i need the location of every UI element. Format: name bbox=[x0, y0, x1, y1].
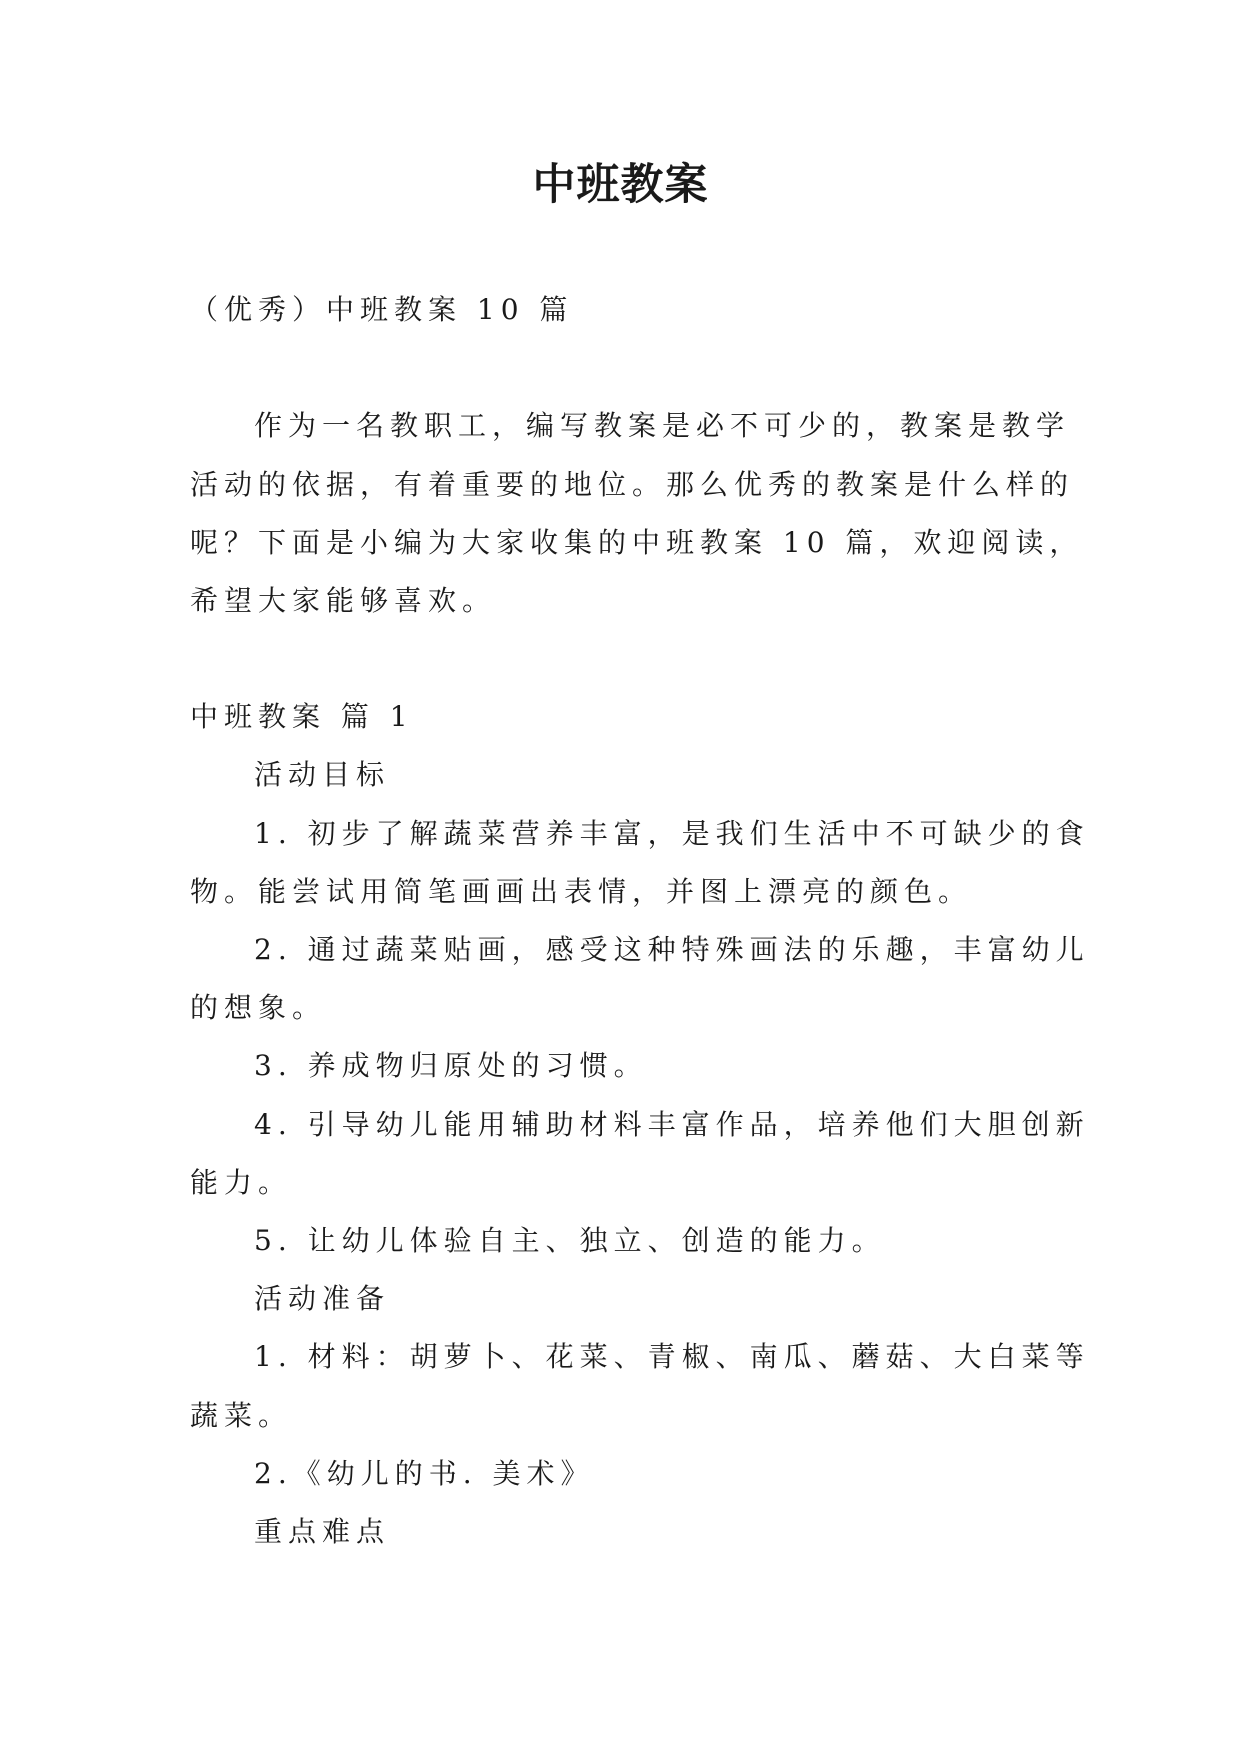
body-line: 4. 引导幼儿能用辅助材料丰富作品，培养他们大胆创新 bbox=[254, 1108, 1090, 1141]
body-line: 的想象。 bbox=[190, 991, 327, 1024]
body-line: 3. 养成物归原处的习惯。 bbox=[254, 1049, 648, 1082]
body-line: 2. 通过蔬菜贴画，感受这种特殊画法的乐趣，丰富幼儿 bbox=[254, 933, 1090, 966]
intro-line: 希望大家能够喜欢。 bbox=[190, 584, 497, 617]
body-line: 2.《幼儿的书. 美术》 bbox=[254, 1457, 595, 1490]
intro-line: 作为一名教职工，编写教案是必不可少的，教案是教学 bbox=[254, 409, 1071, 442]
intro-line: 活动的依据，有着重要的地位。那么优秀的教案是什么样的 bbox=[190, 468, 1075, 501]
document-title: 中班教案 bbox=[532, 160, 709, 210]
section-heading: 中班教案 篇 1 bbox=[190, 700, 414, 733]
intro-line: 呢？下面是小编为大家收集的中班教案 10 篇，欢迎阅读， bbox=[190, 526, 1084, 559]
subsection-heading: 活动准备 bbox=[254, 1282, 391, 1315]
body-line: 1. 初步了解蔬菜营养丰富，是我们生活中不可缺少的食 bbox=[254, 817, 1090, 850]
subsection-heading: 重点难点 bbox=[254, 1515, 391, 1548]
subsection-heading: 活动目标 bbox=[254, 758, 391, 791]
body-line: 1. 材料：胡萝卜、花菜、青椒、南瓜、蘑菇、大白菜等 bbox=[254, 1340, 1090, 1373]
body-line: 能力。 bbox=[190, 1166, 293, 1199]
body-line: 蔬菜。 bbox=[190, 1399, 293, 1432]
body-line: 5. 让幼儿体验自主、独立、创造的能力。 bbox=[254, 1224, 886, 1257]
document-subtitle: （优秀）中班教案 10 篇 bbox=[190, 293, 574, 326]
body-line: 物。能尝试用简笔画画出表情，并图上漂亮的颜色。 bbox=[190, 875, 973, 908]
